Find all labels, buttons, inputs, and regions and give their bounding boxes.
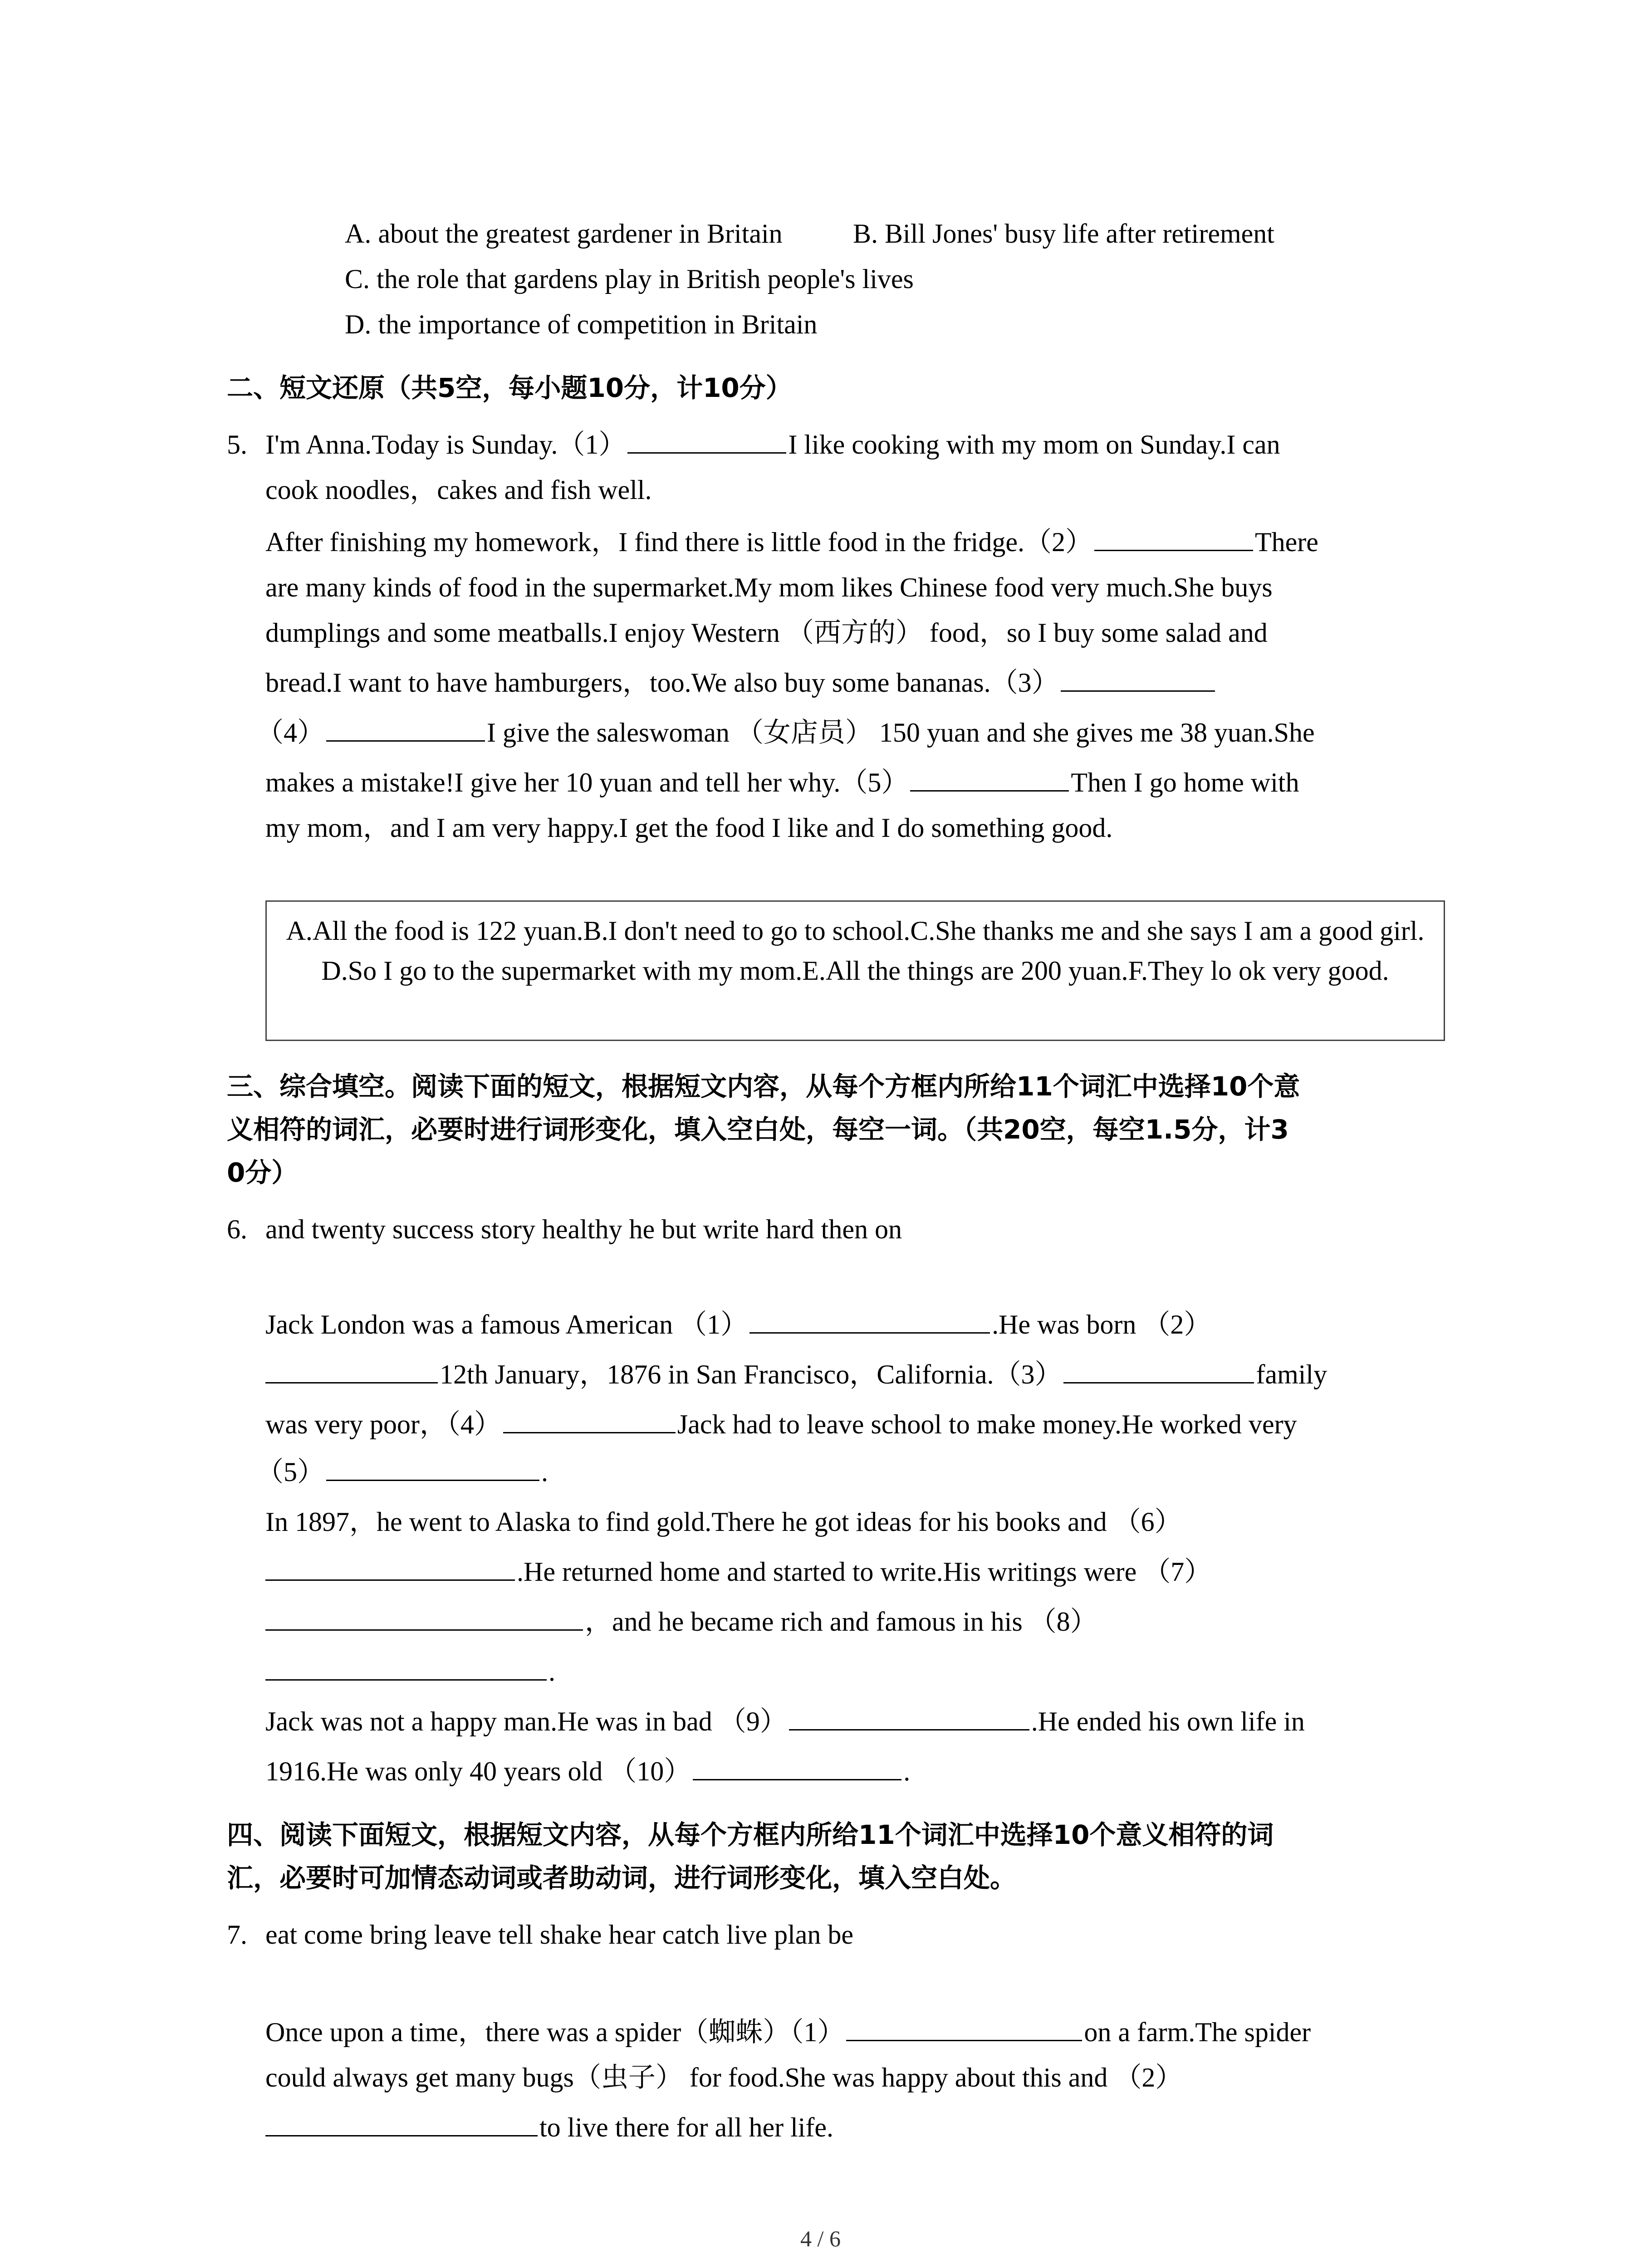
page-number: 4 / 6 xyxy=(800,2226,841,2251)
options-box: A.All the food is 122 yuan.B.I don't need to go to school.C.She thanks me and she says I am a good girl.D.So I go to the supermarket with my mom.E.All the things are 200 yuan.F.They lo ok very good. xyxy=(265,900,1445,1041)
answer-blank[interactable] xyxy=(627,430,786,454)
text-line: ，and he became rich and famous in his （8） xyxy=(265,1599,1097,1644)
text-line: 1916.He was only 40 years old （10） . xyxy=(265,1756,911,1786)
answer-blank[interactable] xyxy=(846,2017,1082,2041)
text-line: bread.I want to have hamburgers，too.We also buy some bananas.（3） xyxy=(265,660,1217,705)
text-line: Jack London was a famous American （1） .He was born （2） xyxy=(265,1310,1211,1339)
text-line: . xyxy=(265,1649,555,1694)
text-line: dumplings and some meatballs.I enjoy Western （西方的） food，so I buy some salad and xyxy=(265,618,1268,648)
text-line: are many kinds of food in the supermarket.My mom likes Chinese food very much.She buys xyxy=(265,572,1273,602)
answer-blank[interactable] xyxy=(265,1657,547,1681)
option-b: B. Bill Jones' busy life after retirement xyxy=(853,219,1274,249)
text-line: I'm Anna.Today is Sunday.（1） I like cooking with my mom on Sunday.I can xyxy=(265,430,1280,459)
answer-blank[interactable] xyxy=(789,1706,1029,1730)
text-line: to live there for all her life. xyxy=(265,2105,833,2150)
answer-blank[interactable] xyxy=(265,2112,538,2136)
section-heading: 三、综合填空。阅读下面的短文，根据短文内容，从每个方框内所给11个词汇中选择10个意 xyxy=(227,1071,1300,1102)
option-c: C. the role that gardens play in British people's lives xyxy=(345,264,914,294)
answer-blank[interactable] xyxy=(693,1756,901,1780)
option-a: A. about the greatest gardener in Britain xyxy=(345,219,783,249)
answer-blank[interactable] xyxy=(326,718,485,742)
question-number: 5. xyxy=(227,430,247,459)
word-bank: eat come bring leave tell shake hear catch live plan be xyxy=(265,1920,854,1950)
answer-blank[interactable] xyxy=(1094,527,1253,551)
text-line: （5） . xyxy=(256,1457,548,1487)
text-line: my mom，and I am very happy.I get the food I like and I do something good. xyxy=(265,813,1113,843)
text-line: .He returned home and started to write.His writings were （7） xyxy=(265,1549,1211,1594)
text-line: （4） I give the saleswoman （女店员） 150 yuan and she gives me 38 yuan.She xyxy=(256,718,1315,748)
text-line: makes a mistake!I give her 10 yuan and tell her why.（5） Then I go home with xyxy=(265,767,1299,797)
text-line: cook noodles，cakes and fish well. xyxy=(265,475,652,505)
option-d: D. the importance of competition in Britain xyxy=(345,309,818,339)
section-heading: 二、短文还原（共5空，每小题10分，计10分） xyxy=(227,372,792,403)
answer-blank[interactable] xyxy=(326,1457,539,1481)
text-line: Once upon a time，there was a spider（蜘蛛）（1） on a farm.The spider xyxy=(265,2017,1311,2047)
answer-blank[interactable] xyxy=(1063,1359,1254,1383)
text-line: was very poor，（4） Jack had to leave school to make money.He worked very xyxy=(265,1409,1297,1439)
answer-blank[interactable] xyxy=(749,1310,990,1334)
question-number: 6. xyxy=(227,1214,247,1244)
answer-blank[interactable] xyxy=(265,1557,515,1581)
answer-blank[interactable] xyxy=(910,767,1069,792)
answer-blank[interactable] xyxy=(503,1409,676,1433)
answer-blank[interactable] xyxy=(1061,668,1215,692)
text-line: could always get many bugs（虫子） for food.She was happy about this and （2） xyxy=(265,2063,1183,2092)
text-line: 12th January，1876 in San Francisco，California.（3） family xyxy=(265,1352,1327,1397)
text-line: In 1897，he went to Alaska to find gold.There he got ideas for his books and （6） xyxy=(265,1507,1182,1537)
section-heading: 四、阅读下面短文，根据短文内容，从每个方框内所给11个词汇中选择10个意义相符的词 xyxy=(227,1819,1274,1850)
question-number: 7. xyxy=(227,1920,247,1950)
answer-blank[interactable] xyxy=(265,1607,583,1631)
word-bank: and twenty success story healthy he but write hard then on xyxy=(265,1214,902,1244)
section-heading-cont: 汇，必要时可加情态动词或者助动词，进行词形变化，填入空白处。 xyxy=(227,1862,1017,1893)
section-heading-cont: 义相符的词汇，必要时进行词形变化，填入空白处，每空一词。（共20空，每空1.5分，计3 xyxy=(227,1114,1289,1145)
text-line: Jack was not a happy man.He was in bad （9） .He ended his own life in xyxy=(265,1706,1305,1736)
section-heading-cont: 0分） xyxy=(227,1157,298,1188)
text-line: After finishing my homework，I find there is little food in the fridge.（2） There xyxy=(265,527,1318,557)
answer-blank[interactable] xyxy=(265,1359,438,1383)
